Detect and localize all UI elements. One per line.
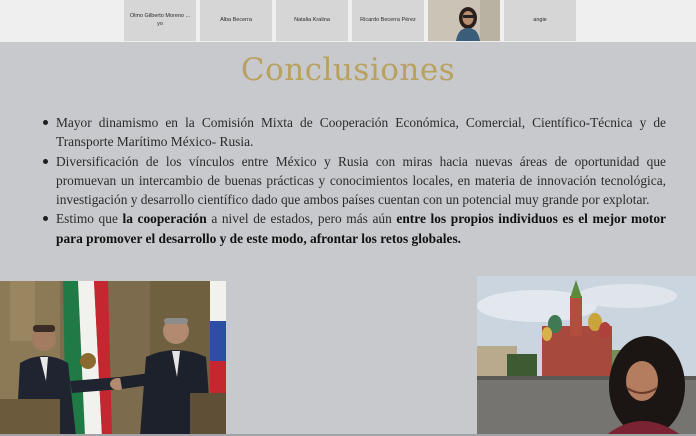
participant-name: angie — [533, 16, 547, 23]
participants-bar — [0, 0, 696, 42]
participant-name: Alba Becerra — [220, 16, 252, 23]
participant-tile[interactable] — [352, 0, 424, 41]
bullet-text-part: a nivel de estados, pero más aún — [206, 211, 397, 227]
slide-title: Conclusiones — [240, 52, 456, 88]
handshake-photo — [0, 281, 226, 436]
bullet-item — [40, 209, 666, 248]
participant-video-tile[interactable] — [428, 0, 500, 41]
bullet-item: Mayor dinamismo en la Comisión Mixta de Cooperación Económica, Comercial, Científico-Técnica y de Transporte Marítimo México- Rusia. — [40, 113, 666, 152]
participant-name: Olmo Gilberto Moreno ... — [129, 13, 191, 20]
bullet-text-part: Estimo que — [56, 211, 123, 227]
bullet-item: Diversificación de los vínculos entre México y Rusia con miras hacia nuevas áreas de oportunidad que promuevan un intercambio de buenas prácticas y conocimientos locales, en materia de innovación tecnológica, investigación y desarrollo científico dado que ambos países cuentan con un potencial muy grande por explotar. — [40, 152, 666, 210]
participant-sub: yo — [157, 20, 163, 27]
bullet-list — [40, 113, 666, 248]
participant-tile[interactable] — [276, 0, 348, 41]
participant-name: Natalia Kralina — [294, 16, 330, 23]
bullet-text-bold: entre los propios individuos es el mejor motor para promover el desarrollo y de este modo, afrontar los retos globales. — [56, 211, 666, 246]
participant-video — [428, 0, 500, 41]
bullet-text-bold: la cooperación — [122, 211, 207, 227]
participant-tile[interactable] — [200, 0, 272, 41]
participant-tile[interactable] — [504, 0, 576, 41]
participant-tile[interactable] — [124, 0, 196, 41]
participant-name: Ricardo Becerra Pérez — [360, 16, 416, 23]
selfie-red-square-photo — [477, 276, 696, 436]
